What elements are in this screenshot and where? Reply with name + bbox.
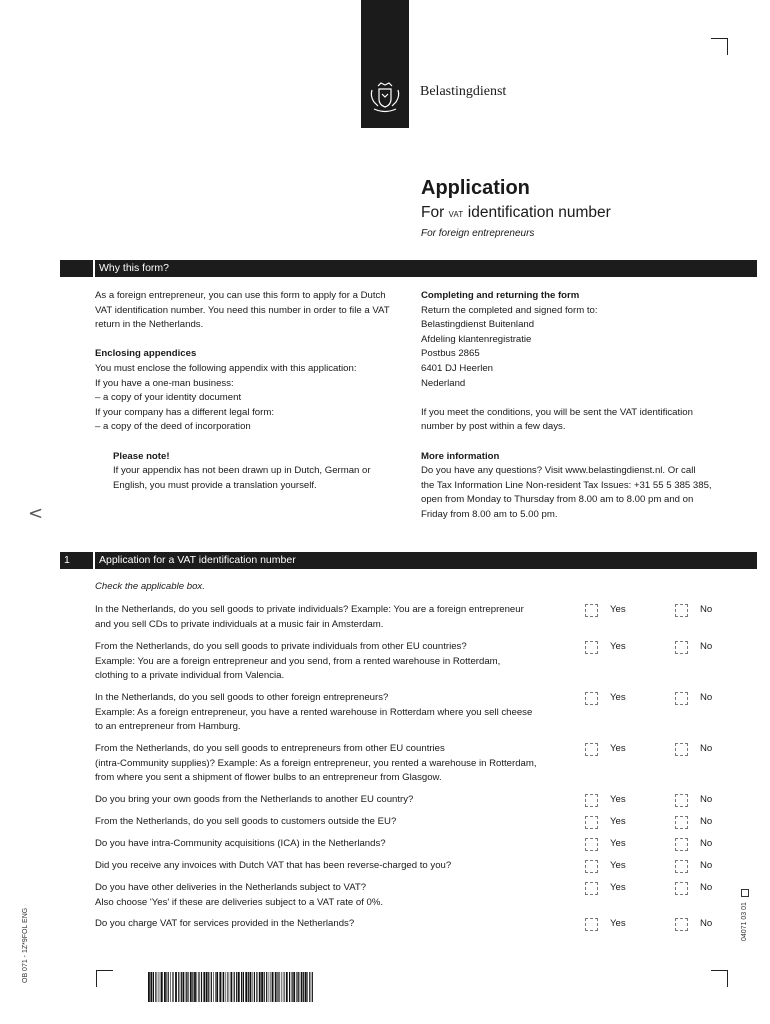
text-line: Nederland xyxy=(421,377,466,389)
form-code-right: 04071 03 01 xyxy=(741,902,748,941)
crop-mark-bottom-right xyxy=(711,970,728,987)
text-line: open from Monday to Thursday from 8.00 am to 8.00 pm and on xyxy=(421,494,694,506)
yes-label: Yes xyxy=(610,743,626,754)
section-1-label: Application for a VAT identification number xyxy=(99,554,296,566)
question-text xyxy=(95,742,555,786)
form-subtitle: For VAT identification number xyxy=(421,204,611,221)
form-audience: For foreign entrepreneurs xyxy=(421,228,535,239)
no-label: No xyxy=(700,816,713,827)
no-checkbox[interactable] xyxy=(675,882,688,895)
yes-label: Yes xyxy=(610,860,626,871)
text-line: If you meet the conditions, you will be sent the VAT identification xyxy=(421,406,693,418)
yes-checkbox[interactable] xyxy=(585,604,598,617)
yes-checkbox[interactable] xyxy=(585,743,598,756)
question-text xyxy=(95,691,555,735)
section-1-bar xyxy=(60,552,757,569)
text-line: English, you must provide a translation yourself. xyxy=(113,479,317,491)
yes-label: Yes xyxy=(610,641,626,652)
question-text xyxy=(95,603,555,632)
text-line: As a foreign entrepreneur, you can use this form to apply for a Dutch xyxy=(95,290,386,301)
enclosing-heading: Enclosing appendices xyxy=(95,348,197,360)
question-line: Do you have other deliveries in the Netherlands subject to VAT? xyxy=(95,882,367,893)
question-text xyxy=(95,640,555,684)
text-line: Postbus 2865 xyxy=(421,348,480,360)
note-paragraph xyxy=(95,450,405,494)
crop-mark-top-right xyxy=(711,38,728,55)
question-line: In the Netherlands, do you sell goods to other foreign entrepreneurs? xyxy=(95,692,389,703)
intro-paragraph xyxy=(95,289,405,333)
text-line: 6401 DJ Heerlen xyxy=(421,362,493,374)
question-text xyxy=(95,881,555,910)
yes-label: Yes xyxy=(610,794,626,805)
text-line: – a copy of the deed of incorporation xyxy=(95,421,251,433)
yes-checkbox[interactable] xyxy=(585,794,598,807)
text-line: If your company has a different legal form: xyxy=(95,406,274,418)
yes-checkbox[interactable] xyxy=(585,641,598,654)
text-line: You must enclose the following appendix with this application: xyxy=(95,362,357,374)
no-checkbox[interactable] xyxy=(675,794,688,807)
question-text xyxy=(95,837,555,852)
text-line: If your appendix has not been drawn up in Dutch, German or xyxy=(113,465,371,477)
question-line: to an entrepreneur from Hamburg. xyxy=(95,721,241,733)
text-line: – a copy of your identity document xyxy=(95,392,242,404)
question-line: Do you charge VAT for services provided in the Netherlands? xyxy=(95,918,355,929)
yes-label: Yes xyxy=(610,604,626,615)
text-line: the Tax Information Line Non-resident Tax Issues: +31 55 5 385 385, xyxy=(421,479,712,491)
text-line: If you have a one-man business: xyxy=(95,377,234,389)
text-line: return in the Netherlands. xyxy=(95,319,204,331)
text-line: Do you have any questions? Visit www.belastingdienst.nl. Or call xyxy=(421,465,696,477)
yes-label: Yes xyxy=(610,816,626,827)
text-line: Return the completed and signed form to: xyxy=(421,304,598,316)
no-checkbox[interactable] xyxy=(675,918,688,931)
question-text xyxy=(95,859,555,874)
section-number: 1 xyxy=(64,554,70,566)
question-line: clothing to a private individual from Valencia. xyxy=(95,670,285,682)
completing-paragraph xyxy=(421,289,721,391)
no-checkbox[interactable] xyxy=(675,743,688,756)
why-section-label: Why this form? xyxy=(99,262,170,274)
organization-name: Belastingdienst xyxy=(420,84,507,99)
marker-box xyxy=(741,889,749,897)
no-label: No xyxy=(700,743,713,754)
question-line: Example: You are a foreign entrepreneur and you send, from a rented warehouse in Rotterdam, xyxy=(95,655,501,667)
question-line: Example: As a foreign entrepreneur, you have a rented warehouse in Rotterdam where you sell cheese xyxy=(95,706,533,718)
question-line: From the Netherlands, do you sell goods to customers outside the EU? xyxy=(95,816,397,827)
question-line: and you sell CDs to private individuals at a music fair in Amsterdam. xyxy=(95,618,384,630)
question-text xyxy=(95,793,555,808)
no-label: No xyxy=(700,794,713,805)
why-right-column xyxy=(421,289,721,537)
no-label: No xyxy=(700,604,713,615)
text-line: Afdeling klantenregistratie xyxy=(421,333,532,345)
bar-separator xyxy=(93,260,95,277)
yes-label: Yes xyxy=(610,918,626,929)
question-text xyxy=(95,815,555,830)
crop-mark-bottom-left xyxy=(96,970,113,987)
enclosing-paragraph xyxy=(95,347,405,435)
completing-heading: Completing and returning the form xyxy=(421,290,580,301)
logo-bar xyxy=(361,0,409,128)
no-checkbox[interactable] xyxy=(675,838,688,851)
yes-checkbox[interactable] xyxy=(585,918,598,931)
bar-separator xyxy=(93,552,95,569)
question-line: (intra-Community supplies)? Example: As a foreign entrepreneur, you rented a warehouse in Rotterdam, xyxy=(95,757,537,769)
question-line: Also choose 'Yes' if these are deliveries subject to a VAT rate of 0%. xyxy=(95,896,384,908)
question-line: From the Netherlands, do you sell goods to entrepreneurs from other EU countries xyxy=(95,743,445,754)
why-section-bar xyxy=(60,260,757,277)
question-line: From the Netherlands, do you sell goods to private individuals from other EU countries? xyxy=(95,641,467,652)
why-left-column xyxy=(95,289,405,508)
yes-label: Yes xyxy=(610,838,626,849)
form-title: Application xyxy=(421,177,530,199)
question-text xyxy=(95,917,555,932)
check-hint: Check the applicable box. xyxy=(95,581,205,592)
text-line: Belastingdienst Buitenland xyxy=(421,319,535,331)
no-checkbox[interactable] xyxy=(675,692,688,705)
no-label: No xyxy=(700,860,713,871)
yes-checkbox[interactable] xyxy=(585,860,598,873)
text-line: number by post within a few days. xyxy=(421,421,566,433)
question-line: from where you sent a shipment of flower bulbs to an entrepreneur from Glasgow. xyxy=(95,772,442,784)
info-heading: More information xyxy=(421,450,500,462)
note-heading: Please note! xyxy=(113,450,170,462)
yes-checkbox[interactable] xyxy=(585,838,598,851)
form-code-left: OB 071 - 1Z*9FOL ENG xyxy=(22,907,29,983)
no-label: No xyxy=(700,838,713,849)
coat-of-arms-icon xyxy=(366,78,404,116)
question-line: In the Netherlands, do you sell goods to private individuals? Example: You are a foreign entrepreneur xyxy=(95,604,524,615)
no-label: No xyxy=(700,692,713,703)
question-line: Do you bring your own goods from the Netherlands to another EU country? xyxy=(95,794,414,805)
question-line: Do you have intra-Community acquisitions (ICA) in the Netherlands? xyxy=(95,838,386,849)
text-line: VAT identification number. You need this number in order to file a VAT xyxy=(95,304,390,316)
no-checkbox[interactable] xyxy=(675,860,688,873)
no-checkbox[interactable] xyxy=(675,604,688,617)
yes-checkbox[interactable] xyxy=(585,692,598,705)
yes-label: Yes xyxy=(610,882,626,893)
yes-checkbox[interactable] xyxy=(585,816,598,829)
no-checkbox[interactable] xyxy=(675,816,688,829)
no-label: No xyxy=(700,641,713,652)
no-checkbox[interactable] xyxy=(675,641,688,654)
barcode xyxy=(148,972,314,1002)
no-label: No xyxy=(700,882,713,893)
conditions-paragraph xyxy=(421,406,721,435)
yes-label: Yes xyxy=(610,692,626,703)
text-line: Friday from 8.00 am to 5.00 pm. xyxy=(421,508,558,520)
question-line: Did you receive any invoices with Dutch VAT that has been reverse-charged to you? xyxy=(95,860,452,871)
info-paragraph xyxy=(421,450,721,523)
fold-mark: < xyxy=(28,503,44,524)
no-label: No xyxy=(700,918,713,929)
yes-checkbox[interactable] xyxy=(585,882,598,895)
